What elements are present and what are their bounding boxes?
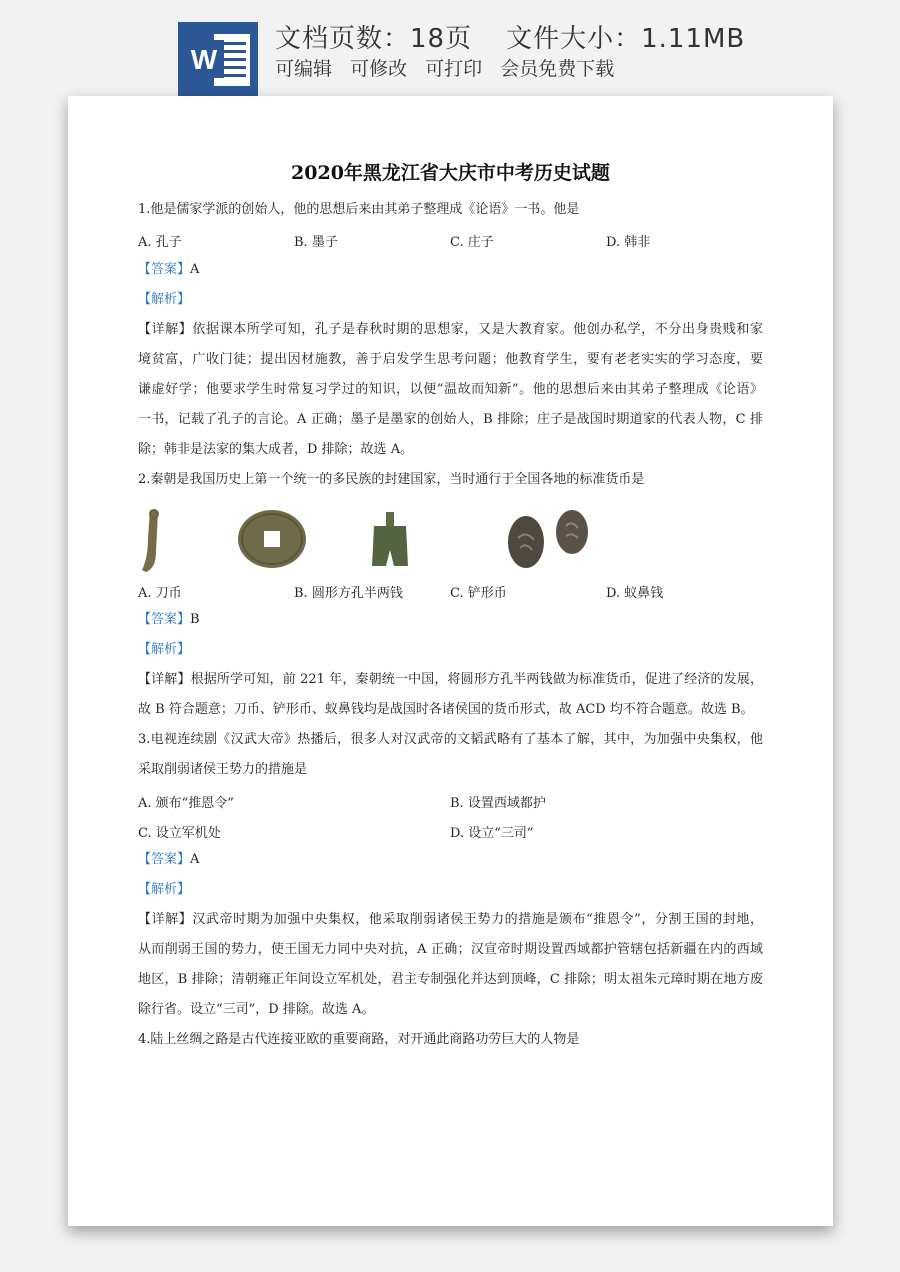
q1-option-a: A. 孔子 — [138, 235, 182, 250]
q1-option-d: D. 韩非 — [606, 235, 651, 250]
question-4-stem: 4.陆上丝绸之路是古代连接亚欧的重要商路，对开通此商路功劳巨大的人物是 — [138, 1032, 580, 1047]
question-2-stem: 2.秦朝是我国历史上第一个统一的多民族的封建国家，当时通行于全国各地的标准货币是 — [138, 472, 645, 487]
detail-tag: 【详解】 — [138, 322, 193, 337]
q3-option-d: D. 设立“三司” — [450, 826, 534, 841]
q2-option-c: C. 铲形币 — [450, 586, 507, 601]
q2-detail-line-2: 故 B 符合题意；刀币、铲形币、蚁鼻钱均是战国时各诸侯国的货币形式，故 ACD 均不符合题意。故选 B。 — [138, 702, 754, 717]
q1-detail-line-1 — [138, 321, 763, 339]
question-1-stem: 1.他是儒家学派的创始人，他的思想后来由其弟子整理成《论语》一书。他是 — [138, 202, 580, 217]
document-title: 2020年黑龙江省大庆市中考历史试题 — [291, 162, 610, 184]
answer-value: B — [190, 612, 200, 627]
answer-tag: 【答案】 — [138, 262, 191, 277]
q1-detail-line-5: 除；韩非是法家的集大成者，D 排除；故选 A。 — [138, 442, 414, 457]
feature-list — [275, 54, 626, 81]
q1-analysis-tag: 【解析】 — [138, 292, 191, 307]
document-info-header — [0, 0, 900, 100]
q3-option-a: A. 颁布“推恩令” — [138, 796, 234, 811]
detail-tag: 【详解】 — [138, 912, 193, 927]
document-page — [68, 96, 833, 1226]
q3-detail-line-1 — [138, 911, 763, 929]
page-count: 文档页数：18页 — [275, 24, 473, 54]
q2-option-d: D. 蚁鼻钱 — [606, 586, 664, 601]
q3-detail-line-3: 地区，B 排除；清朝雍正年间设立军机处，君主专制强化并达到顶峰，C 排除；明太祖朱元璋时期在地方废 — [138, 972, 763, 987]
q3-detail-line-4: 除行省。设立“三司”，D 排除。故选 A。 — [138, 1002, 375, 1017]
question-3-stem-line-1: 3.电视连续剧《汉武大帝》热播后，很多人对汉武帝的文韬武略有了基本了解，其中，为加强中央集权，他 — [138, 732, 763, 747]
q2-answer — [138, 611, 763, 629]
detail-text: 汉武帝时期为加强中央集权，他采取削弱诸侯王势力的措施是颁布“推恩令”，分割王国的封地， — [192, 912, 763, 927]
feature-editable: 可编辑 — [275, 58, 333, 80]
detail-text: 依据课本所学可知，孔子是春秋时期的思想家，又是大教育家。他创办私学，不分出身贵贱和家 — [192, 322, 763, 337]
q1-detail-line-2: 境贫富，广收门徒；提出因材施教，善于启发学生思考问题；他教育学生，要有老老实实的学习态度，要 — [138, 352, 763, 367]
q2-analysis-tag: 【解析】 — [138, 642, 191, 657]
q2-option-b: B. 圆形方孔半两钱 — [294, 586, 403, 601]
svg-text:W: W — [190, 44, 218, 75]
answer-value: A — [190, 262, 200, 277]
detail-tag: 【详解】 — [138, 672, 191, 687]
round-coin-image — [236, 508, 308, 570]
q1-answer — [138, 261, 763, 279]
q3-option-b: B. 设置西域都护 — [450, 796, 546, 811]
q2-detail-line-1 — [138, 671, 763, 689]
feature-member-download: 会员免费下载 — [500, 58, 615, 80]
file-size: 文件大小：1.11MB — [506, 24, 746, 54]
feature-modifiable: 可修改 — [350, 58, 408, 80]
word-document-icon — [178, 22, 258, 96]
answer-value: A — [190, 852, 200, 867]
document-stats — [275, 18, 745, 55]
spade-coin-image — [368, 510, 412, 568]
q3-analysis-tag: 【解析】 — [138, 882, 191, 897]
knife-coin-image — [136, 508, 170, 574]
detail-text: 根据所学可知，前 221 年，秦朝统一中国，将圆形方孔半两钱做为标准货币，促进了经济的发展， — [190, 672, 763, 687]
answer-tag: 【答案】 — [138, 612, 191, 627]
answer-tag: 【答案】 — [138, 852, 191, 867]
question-3-stem-line-2: 采取削弱诸侯王势力的措施是 — [138, 762, 308, 777]
q3-option-c: C. 设立军机处 — [138, 826, 221, 841]
q2-option-a: A. 刀币 — [138, 586, 182, 601]
q1-detail-line-3: 谦虚好学；他要求学生时常复习学过的知识，以便“温故而知新”。他的思想后来由其弟子整理成《论语》 — [138, 382, 763, 397]
q1-option-c: C. 庄子 — [450, 235, 494, 250]
q1-option-b: B. 墨子 — [294, 235, 338, 250]
q3-answer — [138, 851, 763, 869]
ant-nose-coin-image — [504, 508, 594, 570]
feature-printable: 可打印 — [425, 58, 483, 80]
q3-detail-line-2: 从而削弱王国的势力，使王国无力同中央对抗，A 正确；汉宣帝时期设置西域都护管辖包括新疆在内的西域 — [138, 942, 763, 957]
q1-detail-line-4: 一书，记载了孔子的言论。A 正确；墨子是墨家的创始人，B 排除；庄子是战国时期道家的代表人物，C 排 — [138, 412, 763, 427]
